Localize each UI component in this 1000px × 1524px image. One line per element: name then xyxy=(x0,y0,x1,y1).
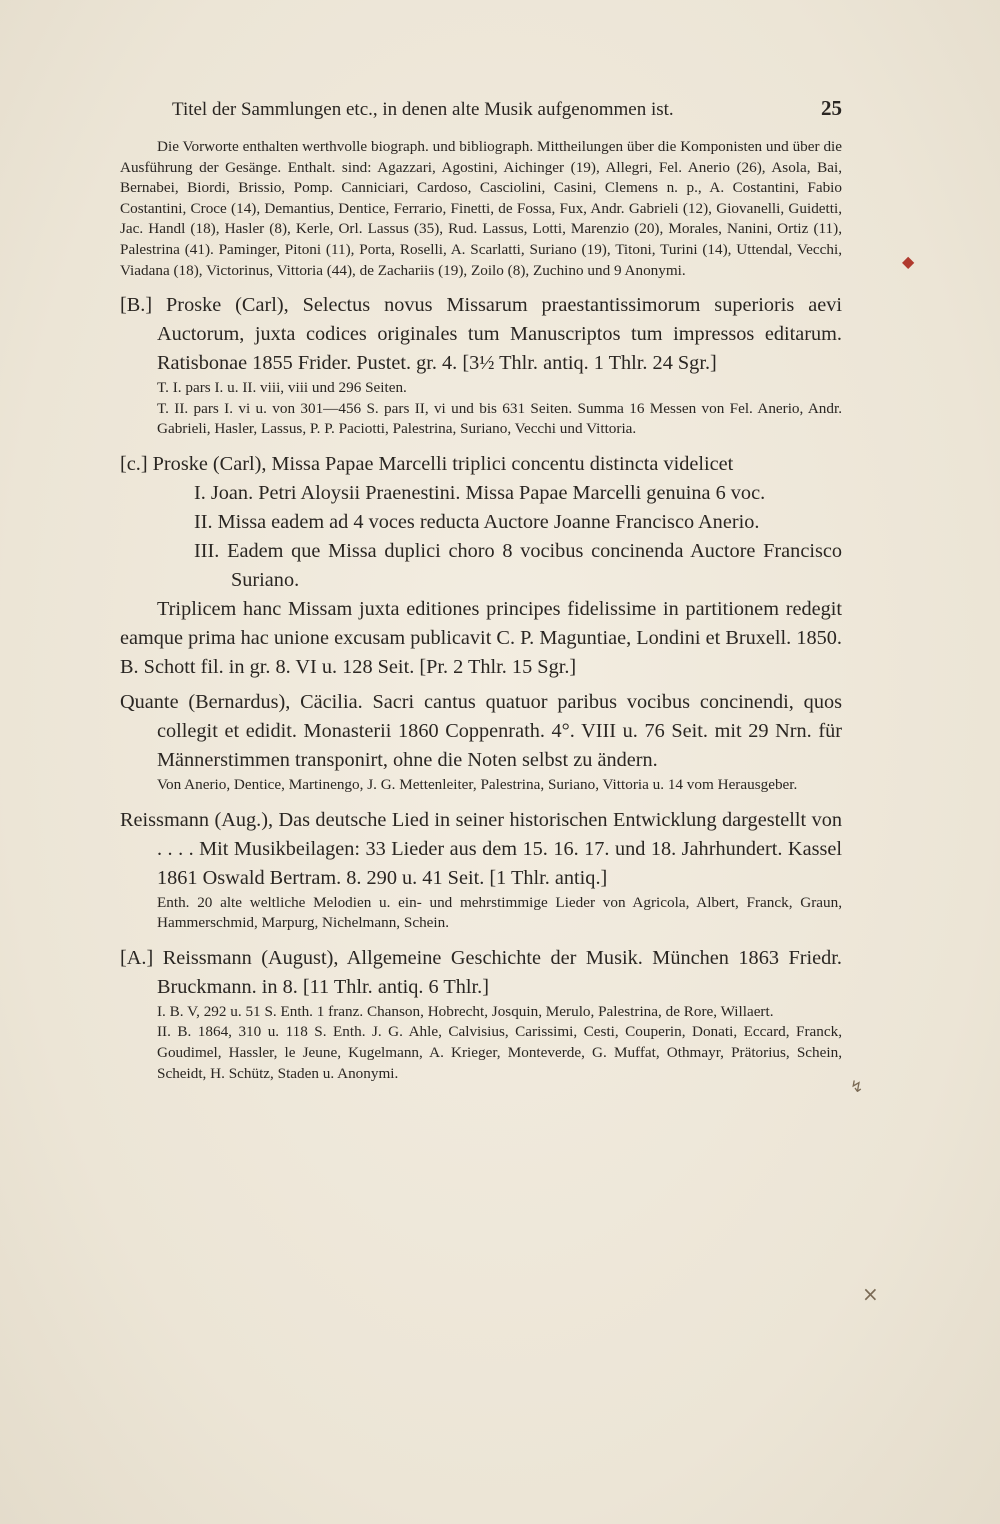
entry-reissmann-geschichte xyxy=(120,944,842,1084)
margin-arrow-mark: ↯ xyxy=(850,1077,864,1096)
entry-proske-missa xyxy=(120,450,842,682)
page-number: 25 xyxy=(821,96,842,120)
entry-quante xyxy=(120,688,842,796)
entry-item: III. Eadem que Missa duplici choro 8 vocibus concinenda Auctore Francisco Suriano. xyxy=(194,539,842,591)
entry-note: T. I. pars I. u. II. viii, viii und 296 Seiten. xyxy=(157,379,407,397)
entry-main: Quante (Bernardus), Cäcilia. Sacri cantus quatuor paribus vocibus concinendi, quos collegit et edidit. Monasterii 1860 Coppenrath. 4°. VIII u. 76 Seit. mit 29 Nrn. für Männerstimmen transponirt, ohne die Noten selbst zu ändern. xyxy=(120,690,842,771)
entry-reissmann-lied xyxy=(120,806,842,934)
entry-main: Reissmann (Aug.), Das deutsche Lied in seiner historischen Entwicklung dargestellt von . . . . Mit Musikbeilagen: 33 Lieder aus dem 15. 16. 17. und 18. Jahrhundert. Kassel 1861 Oswald Bertram. 8. 290 u. 41 Seit. [1 Thlr. antiq.] xyxy=(120,808,842,889)
entry-note: T. II. pars I. vi u. von 301—456 S. pars II, vi und bis 631 Seiten. Summa 16 Messen von Fel. Anerio, Andr. Gabrieli, Hasler, Lassus, P. P. Paciotti, Palestrina, Suriano, Vecchi und Vittoria. xyxy=(157,399,842,438)
entry-note: Enth. 20 alte weltliche Melodien u. ein- und mehrstimmige Lieder von Agricola, Albert, Franck, Graun, Hammerschmid, Marpurg, Nichelmann, Schein. xyxy=(157,893,842,932)
entry-note: I. B. V, 292 u. 51 S. Enth. 1 franz. Chanson, Hobrecht, Josquin, Merulo, Palestrina, de Rore, Willaert. xyxy=(157,1002,774,1020)
entry-notes xyxy=(120,1002,842,1084)
running-head xyxy=(172,96,842,121)
entry-paragraph: Triplicem hanc Missam juxta editiones principes fidelissime in partitionem redegit eamque prima hac unione excusam publicavit C. P. Maguntiae, Londini et Bruxell. 1850. B. Schott fil. in gr. 8. VI u. 128 Seit. [Pr. 2 Thlr. 15 Sgr.] xyxy=(120,597,842,678)
running-title: Titel der Sammlungen etc., in denen alte Musik aufgenommen ist. xyxy=(172,99,674,120)
entry-main: [B.] Proske (Carl), Selectus novus Missarum praestantissimorum superioris aevi Auctorum, juxta codices originales tum Manuscriptos tum impressos editarum. Ratisbonae 1855 Frider. Pustet. gr. 4. [3½ Thlr. antiq. 1 Thlr. 24 Sgr.] xyxy=(120,294,842,375)
margin-diamond-mark: ◆ xyxy=(902,252,915,271)
entry-notes xyxy=(120,378,842,440)
entry-item: I. Joan. Petri Aloysii Praenestini. Missa Papae Marcelli genuina 6 voc. xyxy=(194,481,766,504)
entry-main: [c.] Proske (Carl), Missa Papae Marcelli triplici concentu distincta videlicet xyxy=(120,452,734,475)
preface-note: Die Vorworte enthalten werthvolle biograph. und bibliograph. Mittheilungen über die Komponisten und über die Ausführung der Gesänge. Enthalt. sind: Agazzari, Agostini, Aichinger (19), Allegri, Fel. Anerio (26), Asola, Bai, Bernabei, Biordi, Brissio, Pomp. Canniciari, Cardoso, Casciolini, Casini, Clemens n. p., A. Costantini, Fabio Costantini, Croce (14), Demantius, Dentice, Ferrario, Finetti, de Fossa, Fux, Andr. Gabrieli (12), Giovanelli, Guidetti, Jac. Handl (18), Hasler (8), Kerle, Orl. Lassus (35), Rud. Lassus, Lotti, Marenzio (20), Morales, Nanini, Ortiz (11), Palestrina (41). Paminger, Pitoni (11), Porta, Roselli, A. Scarlatti, Suriano (19), Titoni, Turini (14), Uttendal, Vecchi, Viadana (18), Victorinus, Vittoria (44), de Zachariis (19), Zoilo (8), Zuchino und 9 Anonymi. xyxy=(120,138,842,279)
entry-note: Von Anerio, Dentice, Martinengo, J. G. Mettenleiter, Palestrina, Suriano, Vittoria u. 14 vom Herausgeber. xyxy=(157,775,798,793)
entry-main: [A.] Reissmann (August), Allgemeine Geschichte der Musik. München 1863 Friedr. Bruckmann. in 8. [11 Thlr. antiq. 6 Thlr.] xyxy=(120,946,842,998)
entry-note: II. B. 1864, 310 u. 118 S. Enth. J. G. Ahle, Calvisius, Carissimi, Cesti, Couperin, Donati, Eccard, Franck, Goudimel, Hassler, le Jeune, Kugelmann, A. Krieger, Monteverde, G. Muffat, Othmayr, Prätorius, Schein, Scheidt, H. Schütz, Staden u. Anonymi. xyxy=(157,1023,842,1082)
margin-cross-mark: × xyxy=(862,1282,879,1306)
entry-item: II. Missa eadem ad 4 voces reducta Auctore Joanne Francisco Anerio. xyxy=(194,510,760,533)
page-content xyxy=(120,96,842,1084)
entry-proske-selectus xyxy=(120,291,842,440)
entry-notes xyxy=(120,775,842,796)
entry-notes xyxy=(120,893,842,934)
